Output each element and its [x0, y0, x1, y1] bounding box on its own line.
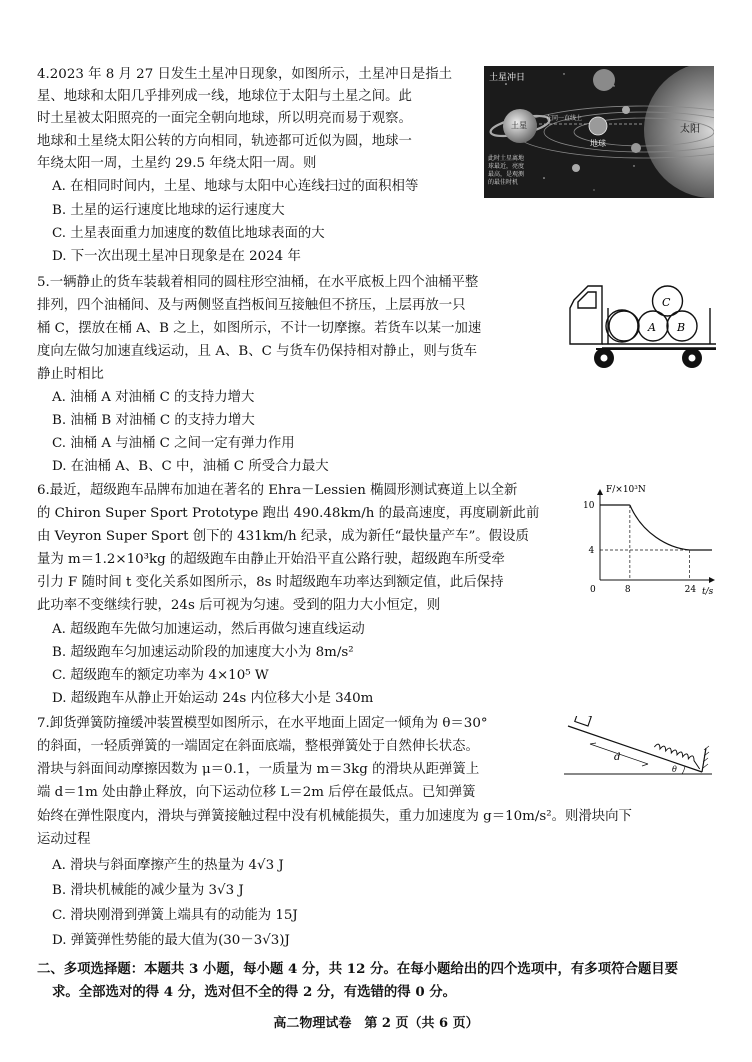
q7-option-d: D. 弹簧弹性势能的最大值为(30－3√3)J — [52, 933, 290, 948]
incline — [568, 726, 702, 772]
section-2-instructions: 求。全部选对的得 4 分，选对但不全的得 2 分，有选错的得 0 分。 — [52, 984, 457, 1000]
q5-option-d: D. 在油桶 A、B、C 中，油桶 C 所受合力最大 — [52, 459, 329, 474]
x-tick-label: 0 — [590, 585, 596, 595]
x-tick-label: 8 — [624, 585, 631, 595]
q6-line: 此功率不变继续行驶，24s 后可视为匀速。受到的阻力大小恒定，则 — [37, 598, 441, 613]
q7-line: 运动过程 — [37, 832, 91, 847]
x-axis-label: t/s — [702, 587, 714, 597]
q4-option-a: A. 在相同时间内，土星、地球与太阳中心连线扫过的面积相等 — [52, 179, 419, 194]
side-note: 最高，是观测 — [488, 171, 525, 178]
q7-line: 滑块与斜面间动摩擦因数为 μ＝0.1，一质量为 m＝3kg 的滑块从距弹簧上 — [37, 762, 480, 777]
q6-line: 量为 m＝1.2×10³kg 的超级跑车由静止开始沿平直公路行驶，超级跑车所受牵 — [37, 552, 505, 567]
q7-line: 端 d＝1m 处由静止释放，向下运动位移 L＝2m 后停在最低点。已知弹簧 — [37, 785, 476, 800]
y-axis-label: F/×10³N — [606, 485, 646, 495]
d-label: d — [614, 752, 621, 763]
q5-line: 排列，四个油桶间、及与两侧竖直挡板间互接触但不挤压，上层再放一只 — [37, 298, 466, 313]
figure-title: 土星冲日 — [489, 73, 526, 83]
q5-line: 桶 C，摆放在桶 A、B 之上，如图所示，不计一切摩擦。若货车以某一加速 — [37, 321, 482, 336]
label-b: B — [677, 321, 686, 334]
q6-option-c: C. 超级跑车的额定功率为 4×10⁵ W — [52, 668, 269, 683]
q7-option-a: A. 滑块与斜面摩擦产生的热量为 4√3 J — [52, 858, 284, 873]
line-label: 在同一直线上 — [546, 115, 583, 122]
q7-option-b: B. 滑块机械能的减少量为 3√3 J — [52, 883, 244, 898]
spring — [652, 743, 703, 769]
q4-line: 时土星被太阳照亮的一面完全朝向地球，所以明亮而易于观察。 — [37, 111, 412, 126]
q4-line: 年绕太阳一周，土星约 29.5 年绕太阳一周。则 — [37, 156, 317, 171]
y-tick-label: 10 — [583, 501, 595, 511]
q4-option-c: C. 土星表面重力加速度的数值比地球表面的大 — [52, 226, 325, 241]
side-note: 球最近，亮度 — [488, 163, 525, 170]
q5-line: 度向左做匀加速直线运动，且 A、B、C 与货车仍保持相对静止，则与货车 — [37, 344, 477, 359]
q6-line: 引力 F 随时间 t 变化关系如图所示，8s 时超级跑车功率达到额定值，此后保持 — [37, 575, 504, 590]
x-tick-label: 24 — [684, 585, 697, 595]
saturn-opposition-figure — [484, 66, 714, 198]
force-curve — [630, 505, 690, 550]
q4-option-d: D. 下一次出现土星冲日现象是在 2024 年 — [52, 249, 301, 264]
saturn-label: 土星 — [511, 121, 527, 130]
q5-option-b: B. 油桶 B 对油桶 C 的支持力增大 — [52, 413, 255, 428]
q7-line: 的斜面，一轻质弹簧的一端固定在斜面底端，整根弹簧处于自然伸长状态。 — [37, 739, 479, 754]
page-footer: 高二物理试卷 第 2 页（共 6 页） — [273, 1016, 479, 1031]
label-c: C — [662, 296, 671, 309]
truck-barrels-figure — [566, 268, 720, 370]
q5-line: 5.一辆静止的货车装载着相同的圆柱形空油桶，在水平底板上四个油桶平整 — [37, 275, 479, 290]
incline-spring-figure — [564, 716, 714, 778]
q6-line: 的 Chiron Super Sport Prototype 跑出 490.48km/h 的最高速度，再度刷新此前 — [37, 506, 540, 521]
y-tick-label: 4 — [588, 546, 595, 556]
q4-line: 4.2023 年 8 月 27 日发生土星冲日现象，如图所示，土星冲日是指土 — [37, 67, 453, 82]
slider-block — [575, 716, 591, 726]
q7-line: 7.卸货弹簧防撞缓冲装置模型如图所示，在水平地面上固定一倾角为 θ＝30° — [37, 716, 488, 731]
q6-line: 6.最近，超级跑车品牌布加迪在著名的 Ehra－Lessien 椭圆形测试赛道上以全新 — [37, 483, 518, 498]
q4-option-b: B. 土星的运行速度比地球的运行速度大 — [52, 203, 285, 218]
theta-label: θ — [672, 765, 677, 774]
q7-option-c: C. 滑块刚滑到弹簧上端具有的动能为 15J — [52, 908, 298, 923]
q6-option-a: A. 超级跑车先做匀加速运动，然后再做匀速直线运动 — [52, 622, 365, 637]
side-note: 的最佳时机 — [488, 179, 519, 186]
q6-line: 由 Veyron Super Sport 创下的 431km/h 纪录，成为新任“最快量产车”。假设质 — [37, 529, 529, 544]
force-time-chart — [580, 480, 720, 598]
q6-option-d: D. 超级跑车从静止开始运动 24s 内位移大小是 340m — [52, 691, 374, 706]
q5-option-a: A. 油桶 A 对油桶 C 的支持力增大 — [52, 390, 255, 405]
sun-label: 太阳 — [680, 124, 700, 135]
q6-option-b: B. 超级跑车匀加速运动阶段的加速度大小为 8m/s² — [52, 645, 354, 660]
section-2-header: 二、多项选择题：本题共 3 小题，每小题 4 分，共 12 分。在每小题给出的四个选项中，有多项符合题目要 — [37, 961, 679, 977]
earth-shape — [589, 117, 607, 135]
earth-label: 地球 — [590, 139, 606, 148]
side-note: 此时土星离地 — [488, 155, 525, 162]
q7-line: 始终在弹性限度内，滑块与弹簧接触过程中没有机械能损失，重力加速度为 g＝10m/s²。则滑块向下 — [37, 809, 632, 824]
q4-line: 星、地球和太阳几乎排列成一线，地球位于太阳与土星之间。此 — [37, 89, 412, 104]
q5-option-c: C. 油桶 A 与油桶 C 之间一定有弹力作用 — [52, 436, 295, 451]
q5-line: 静止时相比 — [37, 367, 104, 382]
label-a: A — [648, 321, 656, 334]
q4-line: 地球和土星绕太阳公转的方向相同，轨迹都可近似为圆，地球一 — [37, 134, 412, 149]
